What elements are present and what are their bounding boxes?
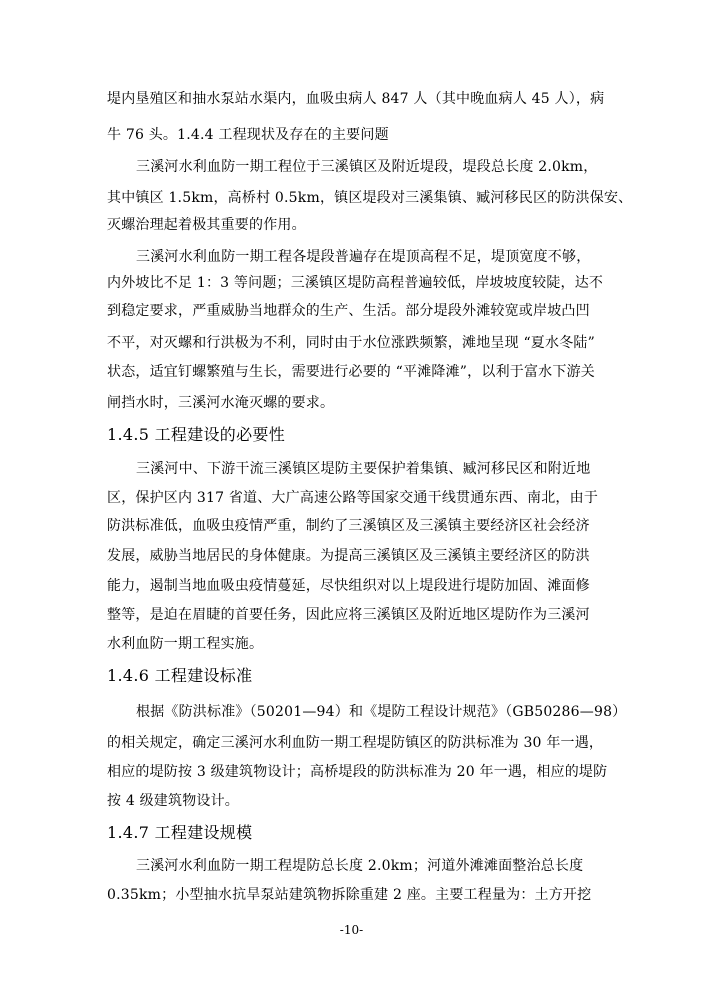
section-heading: 1.4.5 工程建设的必要性 <box>107 425 285 444</box>
paragraph-start: 三溪河水利血防一期工程堤防总长度 2.0km；河道外滩滩面整治总长度 <box>136 858 584 874</box>
text-line: 整等，是迫在眉睫的首要任务，因此应将三溪镇区及附近地区堤防作为三溪河 <box>107 607 590 623</box>
paragraph-start: 根据《防洪标准》（50201—94）和《堤防工程设计规范》（GB50286—98） <box>136 704 627 720</box>
page-number: -10- <box>339 923 364 937</box>
text-line: 能力，遏制当地血吸虫疫情蔓延，尽快组织对以上堤段进行堤防加固、滩面修 <box>107 578 590 594</box>
paragraph-start: 三溪河中、下游干流三溪镇区堤防主要保护着集镇、臧河移民区和附近地 <box>136 461 591 477</box>
text-line: 水利血防一期工程实施。 <box>107 636 264 652</box>
text-line: 其中镇区 1.5km，高桥村 0.5km，镇区堤段对三溪集镇、臧河移民区的防洪保安、 <box>107 190 633 206</box>
text-line: 区，保护区内 317 省道、大广高速公路等国家交通干线贯通东西、南北，由于 <box>107 490 599 506</box>
text-line: 内外坡比不足 1：3 等问题；三溪镇区堤防高程普遍较低，岸坡坡度较陡，达不 <box>107 275 604 291</box>
text-line: 相应的堤防按 3 级建筑物设计；高桥堤段的防洪标准为 20 年一遇，相应的堤防 <box>107 764 608 780</box>
text-line: 按 4 级建筑物设计。 <box>107 793 240 809</box>
paragraph-start: 三溪河水利血防一期工程各堤段普遍存在堤顶高程不足，堤顶宽度不够， <box>136 249 591 265</box>
text-line: 发展，威胁当地居民的身体健康。为提高三溪镇区及三溪镇主要经济区的防洪 <box>107 548 590 564</box>
text-line: 闸挡水时，三溪河水淹灭螺的要求。 <box>107 395 335 411</box>
text-line: 防洪标准低，血吸虫疫情严重，制约了三溪镇区及三溪镇主要经济区社会经济 <box>107 518 590 534</box>
section-heading: 1.4.6 工程建设标准 <box>107 666 253 685</box>
section-heading: 1.4.7 工程建设规模 <box>107 823 253 842</box>
text-line: 灭螺治理起着极其重要的作用。 <box>107 217 306 233</box>
paragraph-start: 三溪河水利血防一期工程位于三溪镇区及附近堤段，堤段总长度 2.0km， <box>136 159 598 175</box>
text-line: 到稳定要求，严重威胁当地群众的生产、生活。部分堤段外滩较宽或岸坡凸凹 <box>107 303 590 319</box>
text-line: 不平，对灭螺和行洪极为不利，同时由于水位涨跌频繁，滩地呈现 “夏水冬陆” <box>107 335 595 351</box>
text-line: 的相关规定，确定三溪河水利血防一期工程堤防镇区的防洪标准为 30 年一遇， <box>107 735 604 751</box>
text-line: 状态，适宜钉螺繁殖与生长，需要进行必要的 “平滩降滩”，以利于富水下游关 <box>107 364 595 380</box>
text-line: 0.35km；小型抽水抗旱泵站建筑物拆除重建 2 座。主要工程量为：土方开挖 <box>107 887 592 903</box>
text-line-with-heading: 牛 76 头。1.4.4 工程现状及存在的主要问题 <box>107 127 389 143</box>
text-line: 堤内垦殖区和抽水泵站水渠内，血吸虫病人 847 人（其中晚血病人 45 人），病 <box>107 91 605 107</box>
